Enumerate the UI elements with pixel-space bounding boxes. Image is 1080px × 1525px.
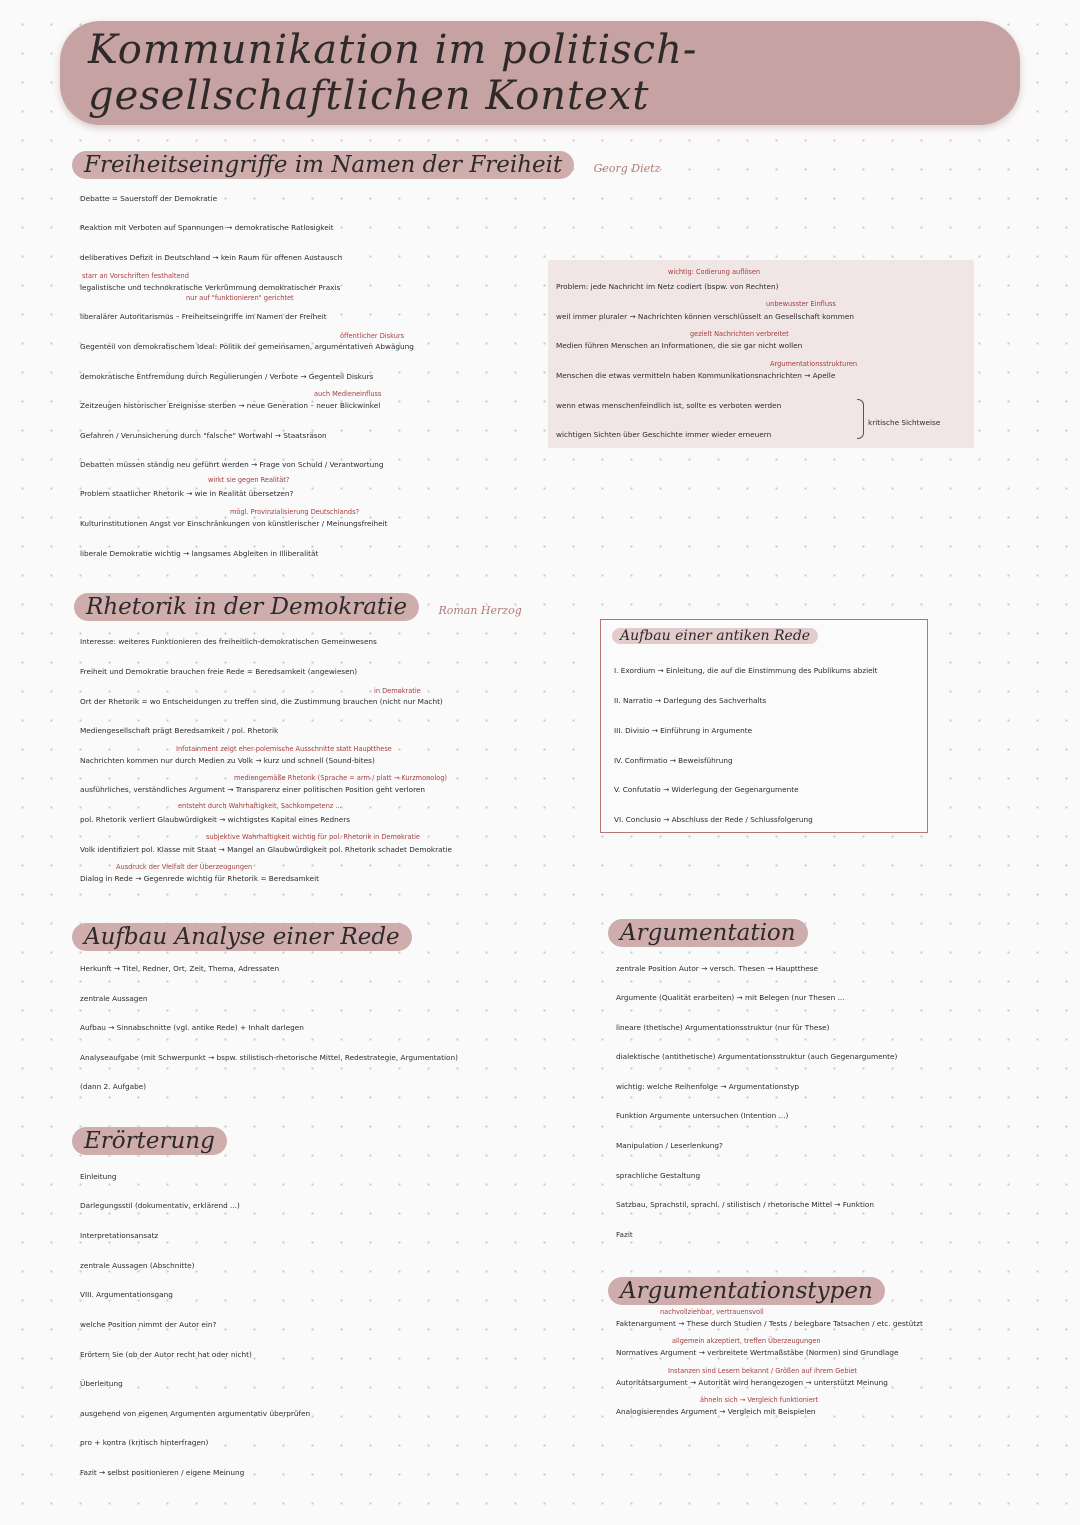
list-item: zentrale Position Autor → versch. Thesen → Hauptthese <box>616 964 819 973</box>
annotation: unbewusster Einfluss <box>766 300 836 308</box>
list-item: Analyseaufgabe (mit Schwerpunkt → bspw. stilistisch-rhetorische Mittel, Redestrategie, Argumentation) <box>80 1053 458 1062</box>
list-item: pol. Rhetorik verliert Glaubwürdigkeit → wichtigstes Kapital eines Redners <box>80 815 351 824</box>
list-item: liberale Demokratie wichtig → langsames Abgleiten in Illiberalität <box>80 549 319 558</box>
list-item: Zeitzeugen historischer Ereignisse sterben → neue Generation – neuer Blickwinkel <box>80 401 381 410</box>
list-item: I. Exordium → Einleitung, die auf die Einstimmung des Publikums abzielt <box>614 666 878 675</box>
section-title-text: Argumentation <box>608 919 808 947</box>
list-item: weil immer pluraler → Nachrichten können verschlüsselt an Gesellschaft kommen <box>556 312 854 321</box>
list-item: Kulturinstitutionen Angst vor Einschränkungen von künstlerischer / Meinungsfreiheit <box>80 519 388 528</box>
list-item: lineare (thetische) Argumentationsstruktur (nur für These) <box>616 1023 830 1032</box>
annotation: Argumentationsstrukturen <box>770 360 858 368</box>
annotation: in Demokratie <box>374 687 421 695</box>
list-item: Debatten müssen ständig neu geführt werden → Frage von Schuld / Verantwortung <box>80 460 384 469</box>
list-item: legalistische und technokratische Verkrümmung demokratischer Praxis <box>80 283 341 292</box>
section-title-analyse <box>72 924 412 950</box>
list-item: Darlegungsstil (dokumentativ, erklärend ...) <box>80 1201 240 1210</box>
annotation: allgemein akzeptiert, treffen Überzeugungen <box>672 1337 821 1345</box>
brace-label: kritische Sichtweise <box>868 418 941 427</box>
section-author: Georg Dietz <box>593 162 661 175</box>
list-item: welche Position nimmt der Autor ein? <box>80 1320 217 1329</box>
list-item: Autoritätsargument → Autorität wird herangezogen → unterstützt Meinung <box>616 1378 888 1387</box>
list-item: Ort der Rhetorik = wo Entscheidungen zu treffen sind, die Zustimmung brauchen (nicht nur Macht) <box>80 697 443 706</box>
annotation: öffentlicher Diskurs <box>340 332 405 340</box>
list-item: IV. Confirmatio → Beweisführung <box>614 756 733 765</box>
list-item: wenn etwas menschenfeindlich ist, sollte es verboten werden <box>556 401 782 410</box>
annotation: subjektive Wahrhaftigkeit wichtig für pol. Rhetorik in Demokratie <box>206 833 420 841</box>
annotation: entsteht durch Wahrhaftigkeit, Sachkompetenz ... <box>178 802 342 810</box>
list-item: VIII. Argumentationsgang <box>80 1290 173 1299</box>
list-item: ausführliches, verständliches Argument → Transparenz einer politischen Position geht verloren <box>80 785 426 794</box>
annotation: auch Medieneinfluss <box>314 390 382 398</box>
list-item: Argumente (Qualität erarbeiten) → mit Belegen (nur Thesen ... <box>616 993 845 1002</box>
list-item: Reaktion mit Verboten auf Spannungen → demokratische Ratlosigkeit <box>80 223 334 232</box>
annotation: wichtig: Codierung auflösen <box>668 268 761 276</box>
list-item: Satzbau, Sprachstil, sprachl. / stilistisch / rhetorische Mittel → Funktion <box>616 1200 874 1209</box>
list-item: zentrale Aussagen <box>80 994 148 1003</box>
section-title-rhetorik <box>74 594 522 620</box>
annotation: mediengemäße Rhetorik (Sprache = arm / platt → Kurzmonolog) <box>234 774 447 782</box>
list-item: pro + kontra (kritisch hinterfragen) <box>80 1438 209 1447</box>
list-item: Problem staatlicher Rhetorik → wie in Realität übersetzen? <box>80 489 294 498</box>
section-title-text: Freiheitseingriffe im Namen der Freiheit <box>72 151 574 179</box>
list-item: III. Divisio → Einführung in Argumente <box>614 726 753 735</box>
annotation: wirkt sie gegen Realität? <box>208 476 290 484</box>
list-item: Interesse: weiteres Funktionieren des freiheitlich-demokratischen Gemeinwesens <box>80 637 377 646</box>
list-item: Interpretationsansatz <box>80 1231 159 1240</box>
list-item: Überleitung <box>80 1379 123 1388</box>
list-item: VI. Conclusio → Abschluss der Rede / Schlussfolgerung <box>614 815 813 824</box>
list-item: Gefahren / Verunsicherung durch "falsche" Wortwahl → Staatsräson <box>80 431 327 440</box>
list-item: Gegenteil von demokratischem Ideal: Politik der gemeinsamen, argumentativen Abwägung <box>80 342 414 351</box>
section-title-argumentation <box>608 920 808 946</box>
list-item: (dann 2. Aufgabe) <box>80 1082 147 1091</box>
annotation: Ausdruck der Vielfalt der Überzeugungen <box>116 863 253 871</box>
annotation: gezielt Nachrichten verbreitet <box>690 330 789 338</box>
list-item: Nachrichten kommen nur durch Medien zu Volk → kurz und schnell (Sound-bites) <box>80 756 375 765</box>
list-item: V. Confutatio → Widerlegung der Gegenargumente <box>614 785 799 794</box>
list-item: Herkunft → Titel, Redner, Ort, Zeit, Thema, Adressaten <box>80 964 280 973</box>
list-item: Debatte = Sauerstoff der Demokratie <box>80 194 218 203</box>
section-title-text: Argumentationstypen <box>608 1277 885 1305</box>
list-item: Menschen die etwas vermitteln haben Kommunikationsnachrichten → Apelle <box>556 371 836 380</box>
section-title-typen <box>608 1278 885 1304</box>
section-title-freiheit <box>72 152 660 178</box>
section-author: Roman Herzog <box>438 604 522 617</box>
list-item: Mediengesellschaft prägt Beredsamkeit / pol. Rhetorik <box>80 726 279 735</box>
annotation: ähneln sich → Vergleich funktioniert <box>700 1396 819 1404</box>
list-item: Funktion Argumente untersuchen (Intention ...) <box>616 1111 789 1120</box>
section-title-text: Rhetorik in der Demokratie <box>74 593 419 621</box>
section-title-eroerterung <box>72 1128 227 1154</box>
annotation: mögl. Provinzialisierung Deutschlands? <box>230 508 360 516</box>
list-item: Faktenargument → These durch Studien / Tests / belegbare Tatsachen / etc. gestützt <box>616 1319 923 1328</box>
curly-brace-icon <box>857 399 864 439</box>
list-item: Medien führen Menschen an Informationen, die sie gar nicht wollen <box>556 341 803 350</box>
list-item: Freiheit und Demokratie brauchen freie Rede = Beredsamkeit (angewiesen) <box>80 667 358 676</box>
page-title <box>60 27 1020 119</box>
list-item: dialektische (antithetische) Argumentationsstruktur (auch Gegenargumente) <box>616 1052 898 1061</box>
list-item: Problem: jede Nachricht im Netz codiert (bspw. von Rechten) <box>556 282 779 291</box>
annotation: Instanzen sind Lesern bekannt / Größen auf ihrem Gebiet <box>668 1367 858 1375</box>
list-item: liberalärer Autoritarismus – Freiheitseingriffe im Namen der Freiheit <box>80 312 327 321</box>
section-title-text: Aufbau Analyse einer Rede <box>72 923 412 951</box>
list-item: Dialog in Rede → Gegenrede wichtig für Rhetorik = Beredsamkeit <box>80 874 319 883</box>
list-item: Fazit <box>616 1230 633 1239</box>
list-item: Normatives Argument → verbreitete Wertmaßstäbe (Normen) sind Grundlage <box>616 1348 899 1357</box>
list-item: zentrale Aussagen (Abschnitte) <box>80 1261 195 1270</box>
annotation: nur auf "funktionieren" gerichtet <box>186 294 294 302</box>
list-item: Erörtern Sie (ob der Autor recht hat oder nicht) <box>80 1350 252 1359</box>
section-title-text: Erörterung <box>72 1127 227 1155</box>
list-item: II. Narratio → Darlegung des Sachverhalts <box>614 696 767 705</box>
annotation: nachvollziehbar, vertrauensvoll <box>660 1308 764 1316</box>
annotation: starr an Vorschriften festhaltend <box>82 272 189 280</box>
list-item: deliberatives Defizit in Deutschland → kein Raum für offenen Austausch <box>80 253 343 262</box>
list-item: demokratische Entfremdung durch Regulierungen / Verbote → Gegenteil Diskurs <box>80 372 374 381</box>
list-item: wichtig: welche Reihenfolge → Argumentationstyp <box>616 1082 800 1091</box>
list-item: Fazit → selbst positionieren / eigene Meinung <box>80 1468 245 1477</box>
list-item: Einleitung <box>80 1172 117 1181</box>
list-item: Aufbau → Sinnabschnitte (vgl. antike Rede) + Inhalt darlegen <box>80 1023 304 1032</box>
annotation: Infotainment zeigt eher polemische Ausschnitte statt Hauptthese <box>176 745 392 753</box>
list-item: Analogisierendes Argument → Vergleich mit Beispielen <box>616 1407 816 1416</box>
list-item: Manipulation / Leserlenkung? <box>616 1141 723 1150</box>
list-item: sprachliche Gestaltung <box>616 1171 701 1180</box>
list-item: ausgehend von eigenen Argumenten argumentativ überprüfen <box>80 1409 311 1418</box>
box-title-text: Aufbau einer antiken Rede <box>612 628 818 644</box>
list-item: wichtigen Sichten über Geschichte immer wieder erneuern <box>556 430 772 439</box>
list-item: Volk identifiziert pol. Klasse mit Staat → Mangel an Glaubwürdigkeit pol. Rhetorik schadet Demokratie <box>80 845 452 854</box>
page-title-text: Kommunikation im politisch-gesellschaftlichen Kontext <box>60 21 1020 125</box>
box-title <box>612 628 818 644</box>
